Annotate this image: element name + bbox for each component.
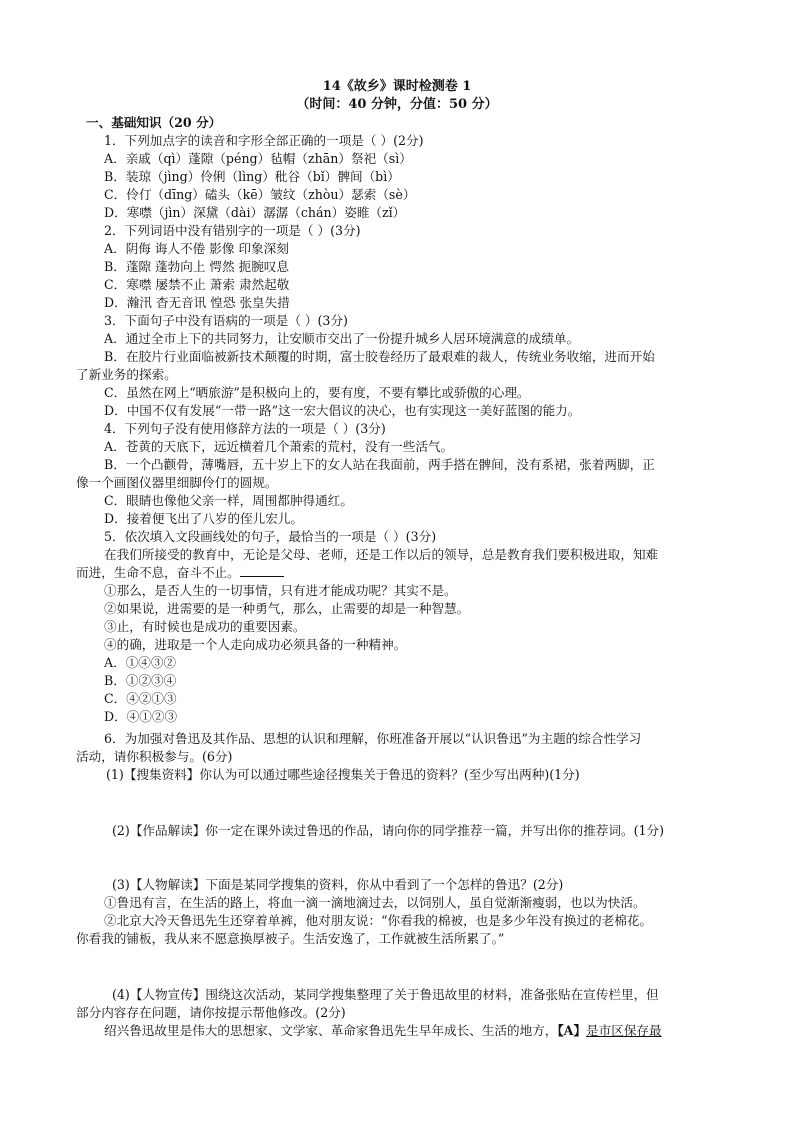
question-1-stem: 1．下列加点字的读音和字形全部正确的一项是（ ）(2分) xyxy=(104,133,424,148)
q5-option-b: B．①②③④ xyxy=(104,673,177,688)
q6-sub-1: (1)【搜集资料】你认为可以通过哪些途径搜集关于鲁迅的资料？(至少写出两种)(1分) xyxy=(106,767,580,782)
page-subtitle: （时间：40 分钟，分值：50 分） xyxy=(296,97,498,112)
q3-option-a: A．通过全市上下的共同努力，让安顺市交出了一份提升城乡人居环境满意的成绩单。 xyxy=(104,331,580,346)
q6-sub-4: (4)【人物宣传】围绕这次活动，某同学搜集整理了关于鲁迅故里的材料，准备张贴在宣传栏里，但 xyxy=(112,987,659,1002)
question-5-stem: 5．依次填入文段画线处的句子，最恰当的一项是（ ）(3分) xyxy=(104,529,437,544)
marker-a: 【A】 xyxy=(557,1023,587,1038)
question-6-stem: 6．为加强对鲁迅及其作品、思想的认识和理解，你班准备开展以“认识鲁迅”为主题的综合性学习 xyxy=(104,731,642,746)
question-4-stem: 4．下列句子没有使用修辞方法的一项是（ ）(3分) xyxy=(104,421,386,436)
material-text: 绍兴鲁迅故里是伟大的思想家、文学家、革命家鲁迅先生早年成长、生活的地方， xyxy=(104,1023,558,1038)
q2-option-c: C．寒噤 屡禁不止 萧索 肃然起敬 xyxy=(104,277,290,292)
q5-passage: 在我们所接受的教育中，无论是父母、老师，还是工作以后的领导，总是教育我们要积极进取，知难 xyxy=(104,547,659,562)
q3-option-b: B．在胶片行业面临被新技术颠覆的时期，富士胶卷经历了最艰难的裁人，传统业务收缩，进而开始 xyxy=(104,349,655,364)
q1-option-c: C．伶仃（dīng）磕头（kē）皱纹（zhòu）瑟索（sè） xyxy=(104,187,416,202)
q6-sub-4-cont: 部分内容存在问题，请你按提示帮他修改。(2分) xyxy=(76,1005,346,1020)
q1-option-b: B．装琼（jìng）伶俐（lìng）秕谷（bǐ）髀间（bì） xyxy=(104,169,400,184)
q3-option-d: D．中国不仅有发展“一带一路”这一宏大倡议的决心，也有实现这一美好蓝图的能力。 xyxy=(104,403,581,418)
q4-option-c: C．眼睛也像他父亲一样，周围都肿得通红。 xyxy=(104,493,353,508)
q4-option-b-cont: 像一个画图仪器里细脚伶仃的圆规。 xyxy=(76,475,278,490)
page-title: 14《故乡》课时检测卷 1 xyxy=(322,79,472,94)
question-3-stem: 3．下面句子中没有语病的一项是（ ）(3分) xyxy=(104,313,348,328)
q5-sentence-3: ③止，有时候也是成功的重要因素。 xyxy=(104,619,306,634)
q6-material-1: ①鲁迅有言，在生活的路上，将血一滴一滴地滴过去，以饲别人，虽自觉渐渐瘦弱，也以为快活。 xyxy=(104,895,646,910)
q1-option-d: D．寒噤（jìn）深黛（dài）潺潺（chán）姿睢（zǐ） xyxy=(104,205,406,220)
q4-option-b: B．一个凸颧骨，薄嘴唇，五十岁上下的女人站在我面前，两手搭在髀间，没有系裙，张着两脚，正 xyxy=(104,457,655,472)
answer-blank[interactable] xyxy=(240,564,284,577)
q5-sentence-4: ④的确，进取是一个人走向成功必须具备的一种精神。 xyxy=(104,637,407,652)
section-heading: 一、基础知识（20 分） xyxy=(86,115,222,130)
q4-option-a: A．苍黄的天底下，远近横着几个萧索的荒村，没有一些活气。 xyxy=(104,439,454,454)
q5-passage-cont xyxy=(76,564,284,582)
q5-option-d: D．④①②③ xyxy=(104,709,178,724)
q5-passage-end: 而进，生命不息，奋斗不止。 xyxy=(76,565,240,580)
q5-sentence-1: ①那么，是否人生的一切事情，只有进才能成功呢？其实不是。 xyxy=(104,583,457,598)
q3-option-c: C．虽然在网上“晒旅游”是积极向上的，要有度，不要有攀比或骄傲的心理。 xyxy=(104,385,530,400)
q5-option-c: C．④②①③ xyxy=(104,691,177,706)
q6-material-2: ②北京大冷天鲁迅先生还穿着单裤，他对朋友说：“你看我的棉被，也是多少年没有换过的老棉花。 xyxy=(104,913,652,928)
q1-option-a: A．亲戚（qì）蓬隙（péng）毡帽（zhān）祭祀（sì） xyxy=(104,151,412,166)
q6-material-paragraph xyxy=(104,1022,662,1040)
underlined-text: 是市区保存最 xyxy=(586,1023,662,1038)
q2-option-d: D．瀚汛 杳无音讯 惶恐 张皇失措 xyxy=(104,295,290,310)
q6-sub-2: (2)【作品解读】你一定在课外读过鲁迅的作品，请向你的同学推荐一篇，并写出你的推荐词。(1分) xyxy=(112,823,665,838)
q5-sentence-2: ②如果说，进需要的是一种勇气，那么，止需要的却是一种智慧。 xyxy=(104,601,470,616)
q3-option-b-cont: 了新业务的探索。 xyxy=(76,367,177,382)
q5-option-a: A．①④③② xyxy=(104,655,177,670)
q2-option-b: B．蓬隙 蓬勃向上 愕然 扼腕叹息 xyxy=(104,259,289,274)
q4-option-d: D．接着便飞出了八岁的侄儿宏儿。 xyxy=(104,511,304,526)
q2-option-a: A．阴侮 诲人不倦 影像 印象深刻 xyxy=(104,241,289,256)
question-6-stem-cont: 活动，请你积极参与。(6分) xyxy=(76,749,233,764)
question-2-stem: 2．下列词语中没有错别字的一项是（ ）(3分) xyxy=(104,223,361,238)
q6-material-2-cont: 你看我的铺板，我从来不愿意换厚被子。生活安逸了，工作就被生活所累了。” xyxy=(76,931,505,946)
q6-sub-3: (3)【人物解读】下面是某同学搜集的资料，你从中看到了一个怎样的鲁迅？(2分) xyxy=(112,877,564,892)
